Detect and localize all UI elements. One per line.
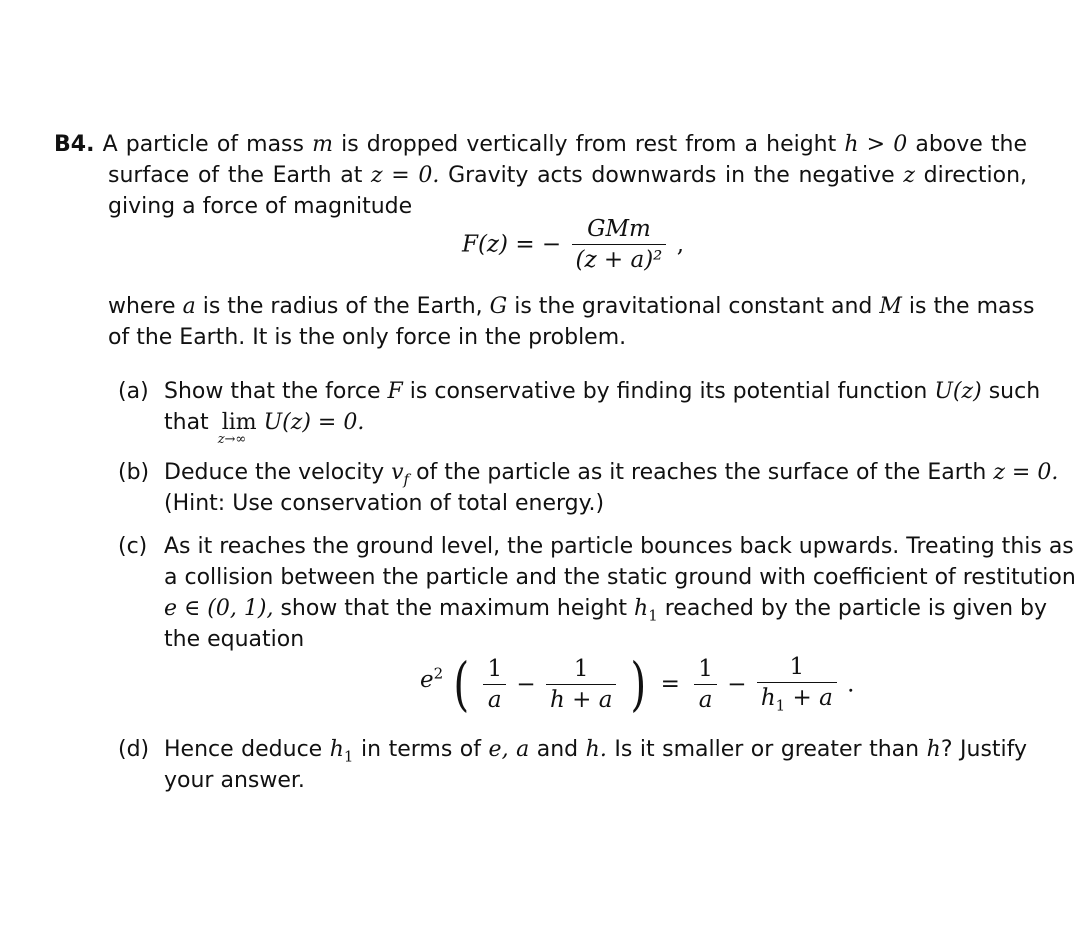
part-c-line-2 <box>164 564 1076 592</box>
math-condition: h > 0 <box>844 132 908 157</box>
text: is the mass <box>908 294 1035 319</box>
h: h <box>760 685 776 711</box>
force-lhs: F(z) = − <box>462 231 562 258</box>
text: giving a force of magnitude <box>108 194 413 219</box>
force-equation <box>462 216 684 273</box>
force-tail: , <box>676 231 685 258</box>
math-v-sub: f <box>403 470 410 489</box>
math-h1 <box>634 596 658 625</box>
h-sub: 1 <box>775 696 786 715</box>
part-d-line-1 <box>164 736 1027 770</box>
problem-label: B4. <box>54 132 95 157</box>
part-a-line-2 <box>164 409 365 447</box>
force-numerator: GMm <box>587 216 651 242</box>
part-c-line-4 <box>164 626 304 654</box>
text: a collision between the particle and the static ground with coefficient of restitution <box>164 565 1076 590</box>
text: of the particle as it reaches the surface of the Earth <box>416 460 987 485</box>
math-G: G <box>489 294 508 319</box>
text: reached by the particle is given by <box>664 596 1048 621</box>
math-h: h <box>926 737 941 762</box>
lim-text: lim <box>221 410 257 435</box>
fraction-1-over-h1-plus-a <box>757 654 837 715</box>
math-m: m <box>312 132 333 157</box>
text: Deduce the velocity <box>164 460 385 485</box>
fraction-1-over-a <box>483 656 506 713</box>
e-base: e <box>420 666 434 693</box>
part-d-line-2 <box>164 767 305 795</box>
denominator: h + a <box>549 686 613 713</box>
math-h1 <box>329 737 354 766</box>
height-equation <box>420 650 855 719</box>
text: that <box>164 410 209 435</box>
problem-line-1 <box>54 131 1027 159</box>
math-h-sub: 1 <box>648 606 658 625</box>
part-b-label: (b) <box>118 460 150 485</box>
text: and <box>536 737 579 762</box>
numerator: 1 <box>789 654 805 680</box>
text: in terms of <box>361 737 482 762</box>
part-a-line-1 <box>164 378 1041 406</box>
denominator: a <box>698 686 713 713</box>
text: is dropped vertically from rest from a height <box>341 132 837 157</box>
math-v: v <box>391 460 404 485</box>
math-vf <box>391 460 410 489</box>
text: is the radius of the Earth, <box>202 294 483 319</box>
numerator: 1 <box>573 655 589 682</box>
denominator <box>757 683 837 715</box>
force-fraction <box>572 216 667 273</box>
part-c-line-1 <box>164 533 1074 561</box>
text: A particle of mass <box>102 132 304 157</box>
minus-sign: − <box>727 671 747 698</box>
math-a: a <box>182 294 196 319</box>
minus-sign: − <box>516 671 536 698</box>
text: Hence deduce <box>164 737 323 762</box>
text: is the gravitational constant and <box>514 294 873 319</box>
text: Show that the force <box>164 379 381 404</box>
left-paren: ( <box>453 650 470 719</box>
text: As it reaches the ground level, the particle bounces back upwards. Treating this as <box>164 534 1074 559</box>
e-exponent: 2 <box>433 663 444 682</box>
math-h: h <box>329 737 344 762</box>
numerator: 1 <box>698 655 713 682</box>
text: the equation <box>164 627 305 652</box>
math-h: h <box>634 596 649 621</box>
text: your answer. <box>164 768 305 793</box>
force-denominator: (z + a)² <box>575 247 663 273</box>
math-z: z <box>903 163 915 188</box>
part-d-label: (d) <box>118 737 150 762</box>
part-a-label: (a) <box>118 379 149 404</box>
math-h: h. <box>585 737 607 762</box>
part-b-line-2 <box>164 490 604 518</box>
text: Gravity acts downwards in the negative <box>448 163 895 188</box>
text: such <box>988 379 1041 404</box>
part-b-line-1 <box>164 459 1059 493</box>
math-h-question <box>927 737 1027 762</box>
problem-line-2 <box>108 162 1027 190</box>
problem-line-3 <box>108 193 412 221</box>
math-condition: z = 0. <box>993 460 1059 485</box>
math-e: e, <box>488 737 509 762</box>
math-a: a <box>516 737 530 762</box>
math-U: U(z) <box>934 379 982 404</box>
text: is conservative by finding its potential function <box>409 379 928 404</box>
text: show that the maximum height <box>280 596 628 621</box>
text: above the <box>915 132 1028 157</box>
numerator: 1 <box>487 655 503 682</box>
problem-line-4 <box>108 293 1035 321</box>
text: direction, <box>923 163 1028 188</box>
text: surface of the Earth at <box>108 163 363 188</box>
part-c-label: (c) <box>118 534 148 559</box>
math-M: M <box>879 294 902 319</box>
math-F: F <box>387 379 403 404</box>
part-c-line-3 <box>164 595 1048 629</box>
denominator: a <box>487 686 502 713</box>
lim-subscript: z→∞ <box>217 432 247 447</box>
text: where <box>108 294 176 319</box>
math-limit-expr: U(z) = 0. <box>263 410 365 435</box>
math-h-sub: 1 <box>343 747 354 766</box>
text: (Hint: Use conservation of total energy.) <box>164 491 605 516</box>
math-condition: z = 0. <box>371 163 440 188</box>
right-paren: ) <box>630 650 646 719</box>
plus-a: + a <box>785 685 833 711</box>
e-squared <box>420 663 444 693</box>
fraction-1-over-a <box>694 656 717 713</box>
text: Is it smaller or greater than <box>614 737 920 762</box>
problem-line-5 <box>108 324 626 352</box>
fraction-1-over-h-plus-a <box>546 656 616 713</box>
equals-sign: = <box>660 671 680 698</box>
limit-operator <box>217 409 257 447</box>
period: . <box>847 671 855 698</box>
text: ? Justify <box>940 737 1028 762</box>
math-e-range: e ∈ (0, 1), <box>164 596 274 621</box>
text: of the Earth. It is the only force in the problem. <box>108 325 627 350</box>
